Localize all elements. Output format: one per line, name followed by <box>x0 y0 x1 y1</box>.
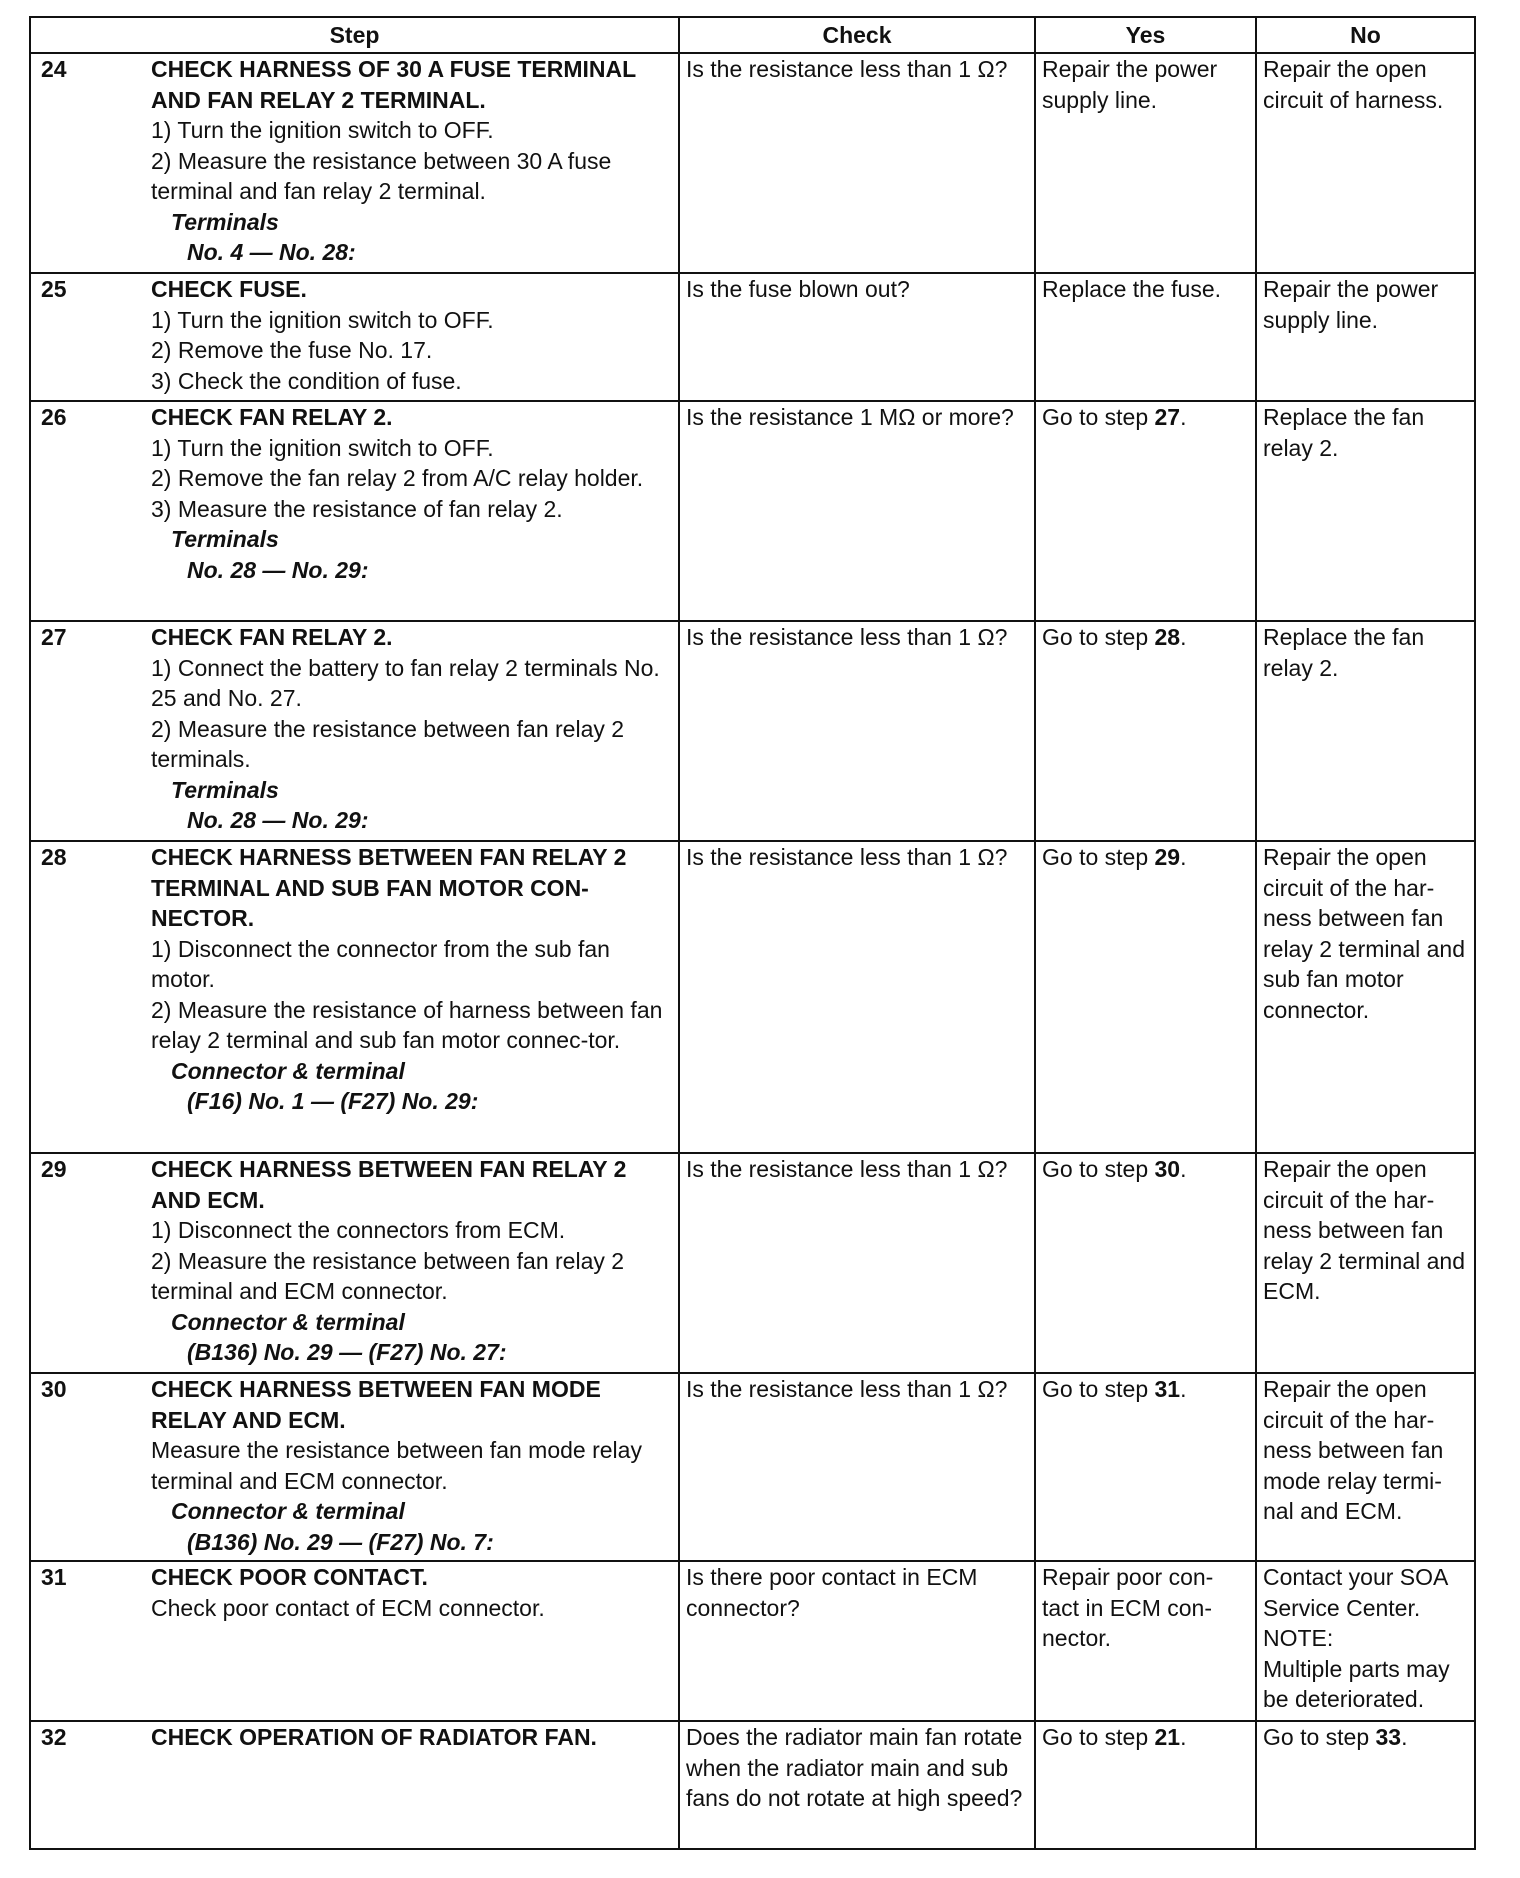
step-line: 2) Measure the resistance between fan relay 2 terminal and ECM connector. <box>151 1247 625 1304</box>
step-line: 1) Turn the ignition switch to OFF. <box>151 117 494 143</box>
no-line: NOTE: <box>1263 1625 1334 1651</box>
step-wrap <box>37 1154 672 1368</box>
no-cell: Replace the fan relay 2. <box>1256 621 1475 841</box>
step-line: 2) Remove the fan relay 2 from A/C relay holder. <box>151 465 644 491</box>
check-cell: Is the resistance less than 1 Ω? <box>679 1153 1035 1373</box>
check-cell: Is the resistance less than 1 Ω? <box>679 621 1035 841</box>
step-sub-value: (F16) No. 1 — (F27) No. 29: <box>187 1088 479 1114</box>
no-prefix: Go to step <box>1263 1724 1376 1750</box>
step-body <box>151 622 672 836</box>
step-line: 2) Measure the resistance between 30 A fuse terminal and fan relay 2 terminal. <box>151 147 612 204</box>
step-sub-label: Terminals <box>171 208 279 235</box>
check-cell: Is the fuse blown out? <box>679 273 1035 401</box>
step-line: 1) Connect the battery to fan relay 2 terminals No. 25 and No. 27. <box>151 654 660 711</box>
check-cell: Does the radiator main fan rotate when the radiator main and sub fans do not rotate at high speed? <box>679 1721 1035 1849</box>
table-row <box>30 1373 1475 1561</box>
no-cell: Repair the open circuit of the har-ness between fan relay 2 terminal and sub fan motor connector. <box>1256 841 1475 1153</box>
yes-prefix: Go to step <box>1042 1376 1155 1402</box>
step-number: 26 <box>41 404 67 430</box>
step-title: CHECK HARNESS BETWEEN FAN RELAY 2 AND ECM. <box>151 1156 627 1213</box>
step-title: CHECK FAN RELAY 2. <box>151 404 393 430</box>
step-title: CHECK HARNESS BETWEEN FAN RELAY 2 TERMINAL AND SUB FAN MOTOR CON-NECTOR. <box>151 844 627 931</box>
step-wrap <box>37 274 672 396</box>
yes-suffix: . <box>1180 1724 1187 1750</box>
yes-step-ref: 28 <box>1154 624 1181 650</box>
step-body <box>151 1562 672 1623</box>
yes-prefix: Go to step <box>1042 1156 1155 1182</box>
yes-cell: Repair poor con-tact in ECM con-nector. <box>1035 1561 1256 1721</box>
step-cell <box>30 53 679 273</box>
step-sub-value: (B136) No. 29 — (F27) No. 27: <box>187 1339 507 1365</box>
yes-step-ref: 27 <box>1154 404 1181 430</box>
step-line: 1) Disconnect the connector from the sub fan motor. <box>151 935 610 992</box>
step-body <box>151 842 672 1117</box>
step-number: 25 <box>41 276 67 302</box>
header-yes: Yes <box>1035 17 1256 53</box>
yes-suffix: . <box>1180 1156 1187 1182</box>
step-sub-label: Terminals <box>171 526 279 552</box>
yes-cell <box>1035 401 1256 621</box>
step-number: 32 <box>41 1724 67 1750</box>
step-body <box>151 402 672 585</box>
table-row <box>30 621 1475 841</box>
yes-suffix: . <box>1180 404 1187 430</box>
no-cell: Repair the power supply line. <box>1256 273 1475 401</box>
step-title: CHECK HARNESS OF 30 A FUSE TERMINAL AND FAN RELAY 2 TERMINAL. <box>151 56 636 113</box>
step-line: 1) Turn the ignition switch to OFF. <box>151 434 494 461</box>
no-line: Multiple parts may be deteriorated. <box>1263 1655 1450 1712</box>
table-row <box>30 273 1475 401</box>
yes-prefix: Go to step <box>1042 1724 1155 1750</box>
step-wrap <box>37 842 672 1117</box>
step-title: CHECK FAN RELAY 2. <box>151 624 393 650</box>
no-cell: Repair the open circuit of the har-ness between fan relay 2 terminal and ECM. <box>1256 1153 1475 1373</box>
step-body <box>151 1722 672 1753</box>
step-body <box>151 54 672 268</box>
table-row <box>30 401 1475 621</box>
yes-suffix: . <box>1180 1376 1187 1402</box>
step-cell <box>30 401 679 621</box>
yes-cell: Repair the power supply line. <box>1035 53 1256 273</box>
step-cell <box>30 1721 679 1849</box>
step-sub-value: No. 28 — No. 29: <box>187 556 369 583</box>
table-row <box>30 1561 1475 1721</box>
check-cell: Is there poor contact in ECM connector? <box>679 1561 1035 1721</box>
yes-suffix: . <box>1180 844 1187 870</box>
yes-prefix: Go to step <box>1042 844 1155 870</box>
step-line: 2) Measure the resistance between fan relay 2 terminals. <box>151 715 625 772</box>
step-cell <box>30 1153 679 1373</box>
yes-cell <box>1035 1373 1256 1561</box>
no-cell: Repair the open circuit of harness. <box>1256 53 1475 273</box>
step-body <box>151 274 672 396</box>
step-number: 28 <box>41 844 67 870</box>
no-step-ref: 33 <box>1375 1724 1402 1750</box>
step-sub-label: Connector & terminal <box>171 1057 405 1084</box>
step-body <box>151 1374 672 1557</box>
step-wrap <box>37 1562 672 1623</box>
step-title: CHECK HARNESS BETWEEN FAN MODE RELAY AND ECM. <box>151 1376 601 1433</box>
step-sub-value: No. 28 — No. 29: <box>187 807 369 833</box>
table-row <box>30 841 1475 1153</box>
step-wrap <box>37 1374 672 1557</box>
step-wrap <box>37 402 672 585</box>
step-number: 30 <box>41 1376 67 1402</box>
yes-cell: Replace the fuse. <box>1035 273 1256 401</box>
no-suffix: . <box>1401 1724 1408 1750</box>
step-title: CHECK OPERATION OF RADIATOR FAN. <box>151 1724 597 1750</box>
no-cell: Replace the fan relay 2. <box>1256 401 1475 621</box>
step-line: Measure the resistance between fan mode relay terminal and ECM connector. <box>151 1437 642 1494</box>
step-number: 27 <box>41 624 67 650</box>
step-line: 2) Measure the resistance of harness between fan relay 2 terminal and sub fan motor connec-tor. <box>151 996 663 1053</box>
step-cell <box>30 621 679 841</box>
yes-prefix: Go to step <box>1042 624 1155 650</box>
yes-suffix: . <box>1180 624 1187 650</box>
step-line: 3) Check the condition of fuse. <box>151 367 462 394</box>
no-line: Contact your SOA Service Center. <box>1263 1564 1448 1621</box>
no-cell <box>1256 1721 1475 1849</box>
yes-step-ref: 30 <box>1154 1156 1181 1182</box>
step-cell <box>30 841 679 1153</box>
step-line: 3) Measure the resistance of fan relay 2. <box>151 495 563 522</box>
step-cell <box>30 1373 679 1561</box>
step-cell <box>30 1561 679 1721</box>
step-title: CHECK POOR CONTACT. <box>151 1564 428 1590</box>
yes-step-ref: 21 <box>1154 1724 1181 1750</box>
yes-cell <box>1035 1153 1256 1373</box>
step-line: 2) Remove the fuse No. 17. <box>151 337 433 363</box>
table-row <box>30 1153 1475 1373</box>
check-cell: Is the resistance less than 1 Ω? <box>679 1373 1035 1561</box>
diagnostic-table <box>29 16 1476 1850</box>
step-wrap <box>37 54 672 268</box>
yes-cell <box>1035 1721 1256 1849</box>
no-cell <box>1256 1561 1475 1721</box>
step-sub-value: No. 4 — No. 28: <box>187 239 356 265</box>
header-step: Step <box>30 17 679 53</box>
step-wrap <box>37 1722 672 1753</box>
yes-step-ref: 31 <box>1154 1376 1181 1402</box>
step-number: 24 <box>41 56 67 82</box>
header-check: Check <box>679 17 1035 53</box>
step-wrap <box>37 622 672 836</box>
step-line: 1) Disconnect the connectors from ECM. <box>151 1217 566 1243</box>
step-line: Check poor contact of ECM connector. <box>151 1594 545 1621</box>
header-no: No <box>1256 17 1475 53</box>
yes-step-ref: 29 <box>1154 844 1181 870</box>
step-sub-label: Terminals <box>171 776 279 803</box>
no-cell: Repair the open circuit of the har-ness between fan mode relay termi-nal and ECM. <box>1256 1373 1475 1561</box>
step-cell <box>30 273 679 401</box>
step-number: 31 <box>41 1564 67 1590</box>
step-number: 29 <box>41 1156 67 1182</box>
step-line: 1) Turn the ignition switch to OFF. <box>151 306 494 333</box>
table-row <box>30 1721 1475 1849</box>
step-sub-value: (B136) No. 29 — (F27) No. 7: <box>187 1528 494 1555</box>
yes-cell <box>1035 841 1256 1153</box>
step-sub-label: Connector & terminal <box>171 1308 405 1335</box>
step-title: CHECK FUSE. <box>151 276 307 302</box>
check-cell: Is the resistance less than 1 Ω? <box>679 53 1035 273</box>
step-body <box>151 1154 672 1368</box>
step-sub-label: Connector & terminal <box>171 1498 405 1524</box>
yes-cell <box>1035 621 1256 841</box>
table-row <box>30 53 1475 273</box>
check-cell: Is the resistance less than 1 Ω? <box>679 841 1035 1153</box>
header-row <box>30 17 1475 53</box>
yes-prefix: Go to step <box>1042 404 1155 430</box>
check-cell: Is the resistance 1 MΩ or more? <box>679 401 1035 621</box>
